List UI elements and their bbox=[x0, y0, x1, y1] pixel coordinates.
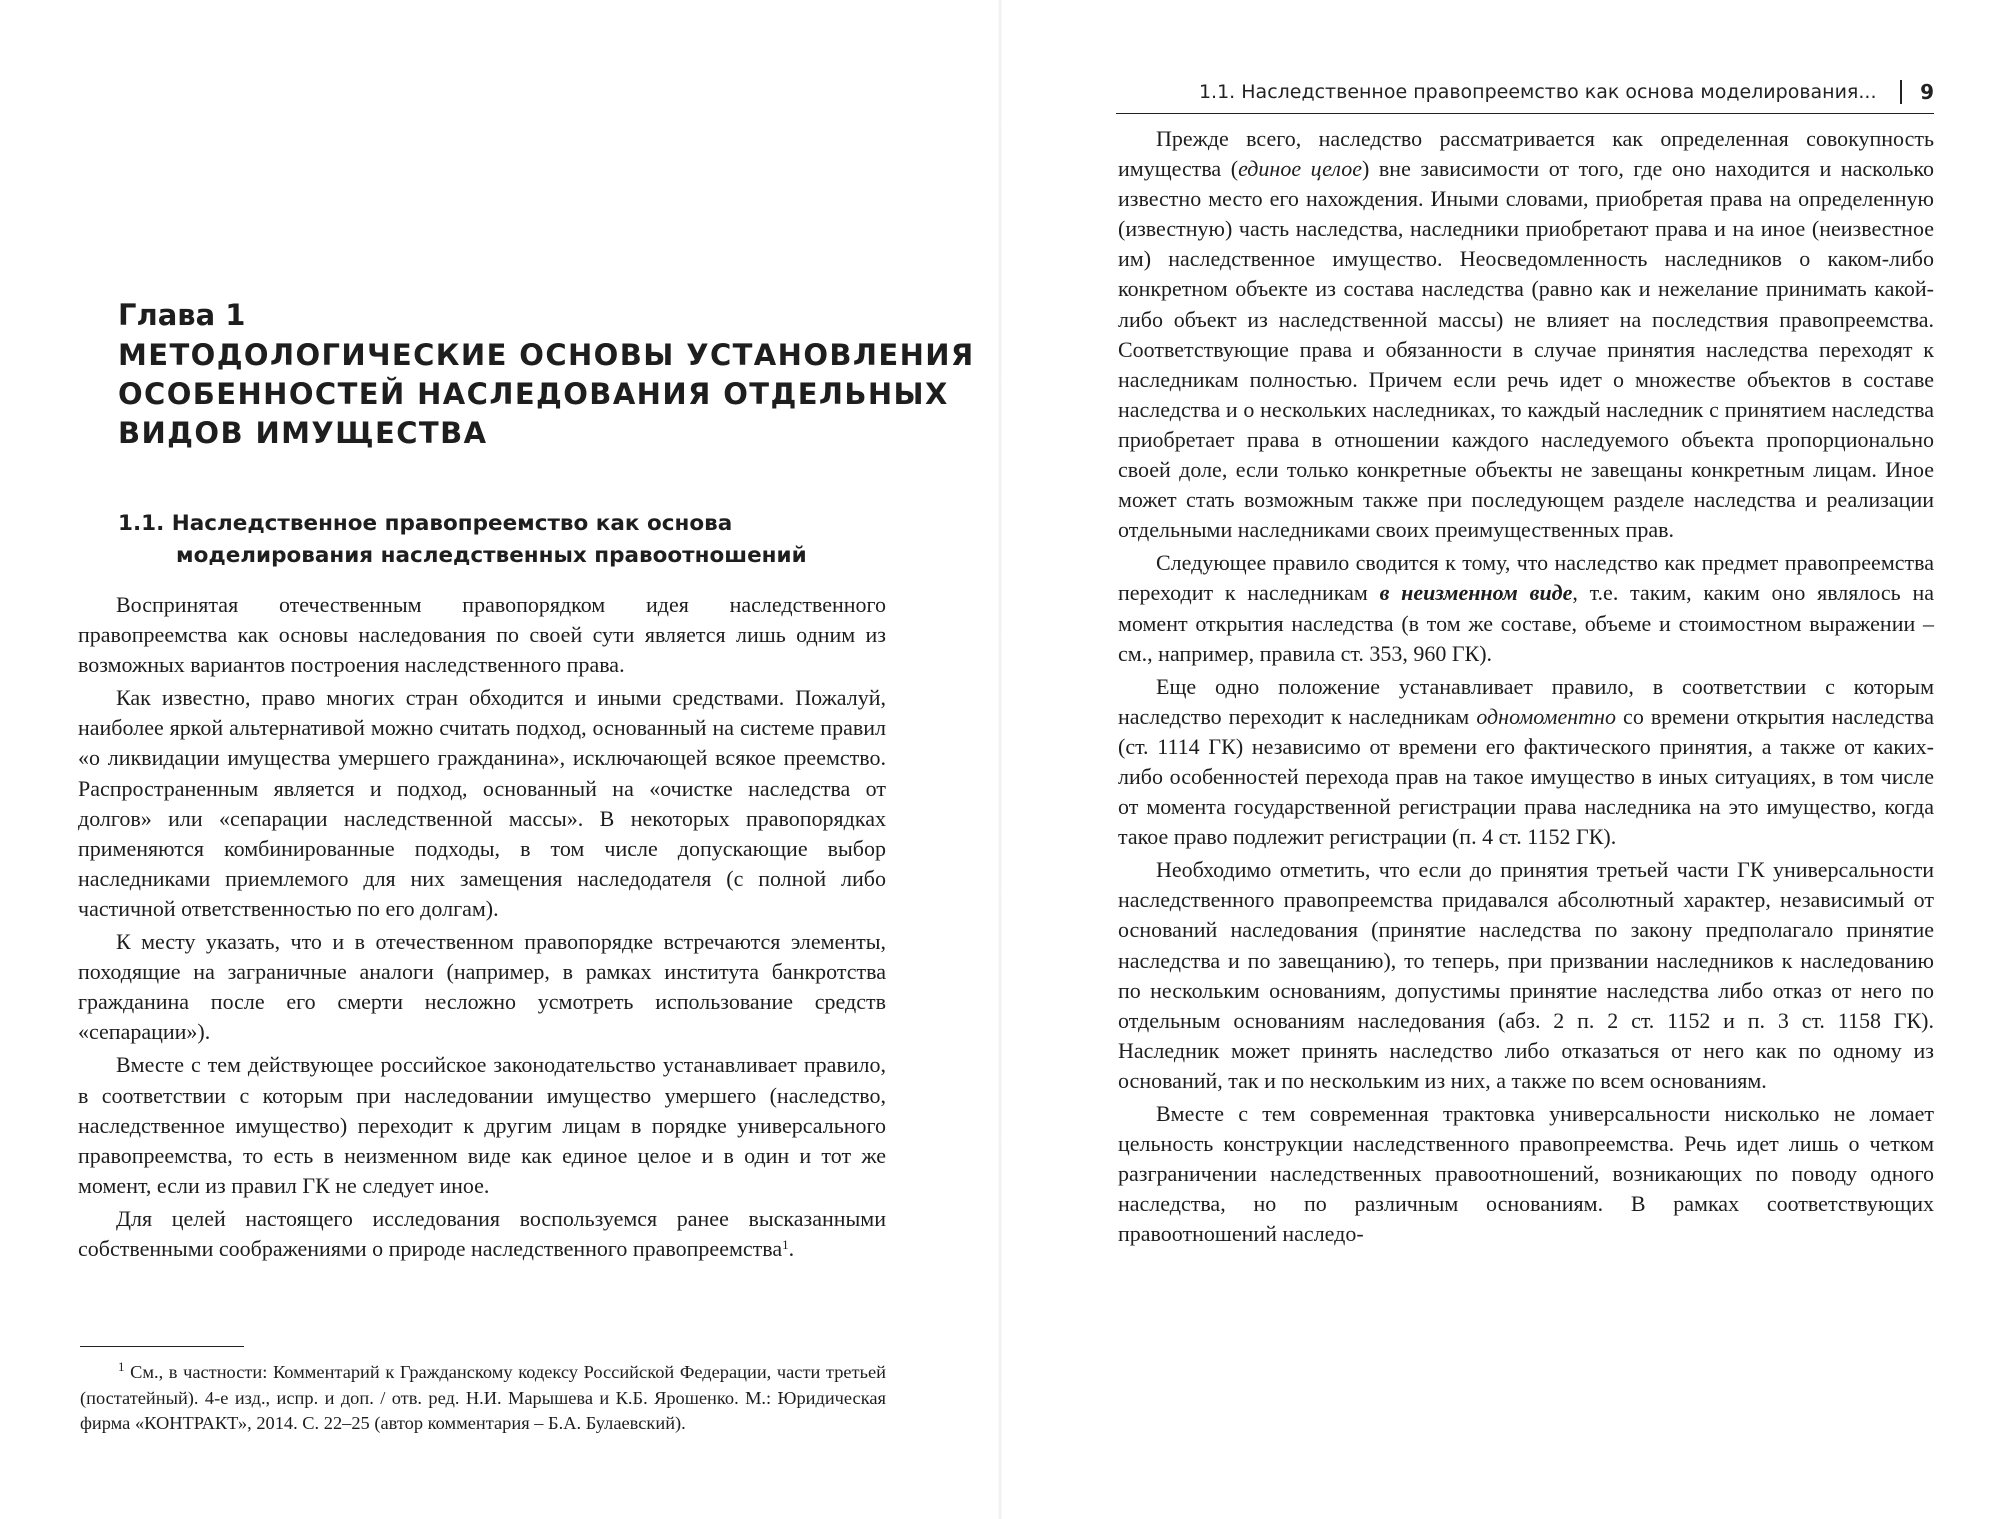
footnote-marker: 1 bbox=[118, 1359, 125, 1374]
chapter-label: Глава 1 bbox=[118, 298, 246, 332]
page-number: 9 bbox=[1920, 80, 1934, 104]
running-head-title: 1.1. Наследственное правопреемство как основа моделирования... bbox=[1198, 81, 1877, 103]
emphasis: в неизменном виде bbox=[1379, 580, 1573, 606]
footnote-reference: 1 bbox=[782, 1236, 789, 1252]
chapter-title-line: МЕТОДОЛОГИЧЕСКИЕ ОСНОВЫ УСТАНОВЛЕНИЯ bbox=[118, 338, 975, 372]
paragraph-text: , т.е. таким, каким оно являлось на момент открытия наследства (в том же составе, объеме и стоимостном выражении – см., например, правила ст. 353, 960 ГК). bbox=[1118, 580, 1934, 666]
paragraph-text: Еще одно положение устанавливает правило, в соответствии с которым наследство переходит к наследникам bbox=[1118, 673, 1934, 729]
chapter-title-line: ВИДОВ ИМУЩЕСТВА bbox=[118, 416, 488, 450]
chapter-title-line: ОСОБЕННОСТЕЙ НАСЛЕДОВАНИЯ ОТДЕЛЬНЫХ bbox=[118, 377, 949, 411]
section-heading-line: 1.1. Наследственное правопреемство как основа bbox=[118, 511, 733, 536]
paragraph: Вместе с тем действующее российское законодательство устанавливает правило, в соответствии с которым при наследовании имущество умершего (наследство, наследственное имущество) переходит к другим лицам в порядке универсального правопреемства, то есть в неизменном виде как единое целое и в один и тот же момент, если из правил ГК не следует иное. bbox=[78, 1052, 886, 1198]
footnote-divider bbox=[80, 1346, 244, 1347]
paragraph: Воспринятая отечественным правопорядком идея наследственного правопреемства как основы наследования по своей сути является лишь одним из возможных вариантов построения наследственного права. bbox=[78, 592, 886, 678]
running-head bbox=[1116, 80, 1934, 104]
paragraph bbox=[1118, 124, 1934, 545]
footnote-text: См., в частности: Комментарий к Гражданскому кодексу Российской Федерации, части третьей (постатейный). 4-е изд., испр. и доп. / отв. ред. Н.И. Марышева и К.Б. Ярошенко. М.: Юридическая фирма «КОНТРАКТ», 2014. С. 22–25 (автор комментария – Б.А. Булаевский). bbox=[80, 1362, 886, 1434]
paragraph bbox=[1118, 672, 1934, 853]
chapter-title bbox=[118, 336, 975, 453]
paragraph: Вместе с тем современная трактовка универсальности нисколько не ломает цельность конструкции наследственного правопреемства. Речь идет лишь о четком разграничении наследственных правоотношений, возникающих по поводу одного наследства, но по различным основаниям. В рамках соответствующих правоотношений наследо- bbox=[1118, 1101, 1934, 1247]
section-heading bbox=[118, 508, 898, 572]
running-head-separator bbox=[1900, 80, 1902, 104]
paragraph-text: со времени открытия наследства (ст. 1114 ГК) независимо от времени его фактического принятия, а также от каких-либо особенностей перехода прав на такое имущество в иных ситуациях, в том числе от момента государственной регистрации права наследника на это имущество, когда такое право подлежит регистрации (п. 4 ст. 1152 ГК). bbox=[1118, 703, 1934, 850]
paragraph: Необходимо отметить, что если до принятия третьей части ГК универсальности наследственного правопреемства придавался абсолютный характер, независимый от оснований наследования (принятие наследства по закону предполагало принятие наследства и по завещанию), то теперь, при призвании наследников к наследованию по нескольким основаниям, допустимы принятие наследства либо отказ от него по отдельным основаниям наследования (абз. 2 п. 2 ст. 1152 и п. 3 ст. 1158 ГК). Наследник может принять наследство либо отказаться от него как по одному из оснований, так и по нескольким из них, а также по всем основаниям. bbox=[1118, 857, 1934, 1093]
paragraph-text: Следующее правило сводится к тому, что наследство как предмет правопреемства переходит к наследникам bbox=[1118, 550, 1934, 606]
paragraph-text: ) вне зависимости от того, где оно находится и насколько известно место его нахождения. Иными словами, приобретая права на определенную (известную) часть наследства, наследники приобретают права и на иное (неизвестное им) наследственное имущество. Неосведомленность наследников о каком-либо конкретном объекте из состава наследства (равно как и нежелание принимать какой-либо объект из наследственной массы) не влияет на последствия правопреемства. Соответствующие права и обязанности в случае принятия наследства переходят к наследникам полностью. Причем если речь идет о множестве объектов в составе наследства и о нескольких наследниках, то каждый наследник с принятием наследства приобретает права в отношении каждого наследуемого объекта пропорционально своей доле, если только конкретные объекты не завещаны конкретным лицам. Иное может стать возможным также при последующем разделе наследства и реализации отдельными наследниками своих преимущественных прав. bbox=[1118, 156, 1934, 543]
left-body-text bbox=[78, 590, 886, 1264]
running-head-rule bbox=[1116, 113, 1934, 114]
paragraph-text: Для целей настоящего исследования воспользуемся ранее высказанными собственными соображениями о природе наследственного правопреемства bbox=[78, 1205, 886, 1261]
paragraph: Для целей настоящего исследования воспользуемся ранее высказанными собственными соображениями о природе наследственного правопреемства$^1$. bbox=[78, 1205, 886, 1261]
right-body-text bbox=[1118, 124, 1934, 1249]
emphasis: единое целое bbox=[1238, 156, 1363, 182]
emphasis: одномоментно bbox=[1476, 703, 1616, 729]
paragraph: Как известно, право многих стран обходится и иными средствами. Пожалуй, наиболее яркой альтернативой можно считать подход, основанный на системе правил «о ликвидации имущества умершего гражданина», исключающей всякое преемство. Распространенным является и подход, основанный на «очистке наследства от долгов» или «сепарации наследственной массы». В некоторых правопорядках применяются комбинированные подходы, в том числе допускающие выбор наследниками приемлемого для них замещения наследодателя (с полной либо частичной ответственностью по его долгам). bbox=[78, 685, 886, 921]
paragraph-text: Прежде всего, наследство рассматривается как определенная совокупность имущества ( bbox=[1118, 126, 1934, 182]
paragraph bbox=[1118, 548, 1934, 668]
section-heading-line: моделирования наследственных правоотношений bbox=[176, 543, 807, 568]
paragraph: К месту указать, что и в отечественном правопорядке встречаются элементы, походящие на заграничные аналоги (например, в рамках института банкротства гражданина после его смерти несложно усмотреть использование средств «сепарации»). bbox=[78, 929, 886, 1045]
footnote bbox=[80, 1360, 886, 1437]
